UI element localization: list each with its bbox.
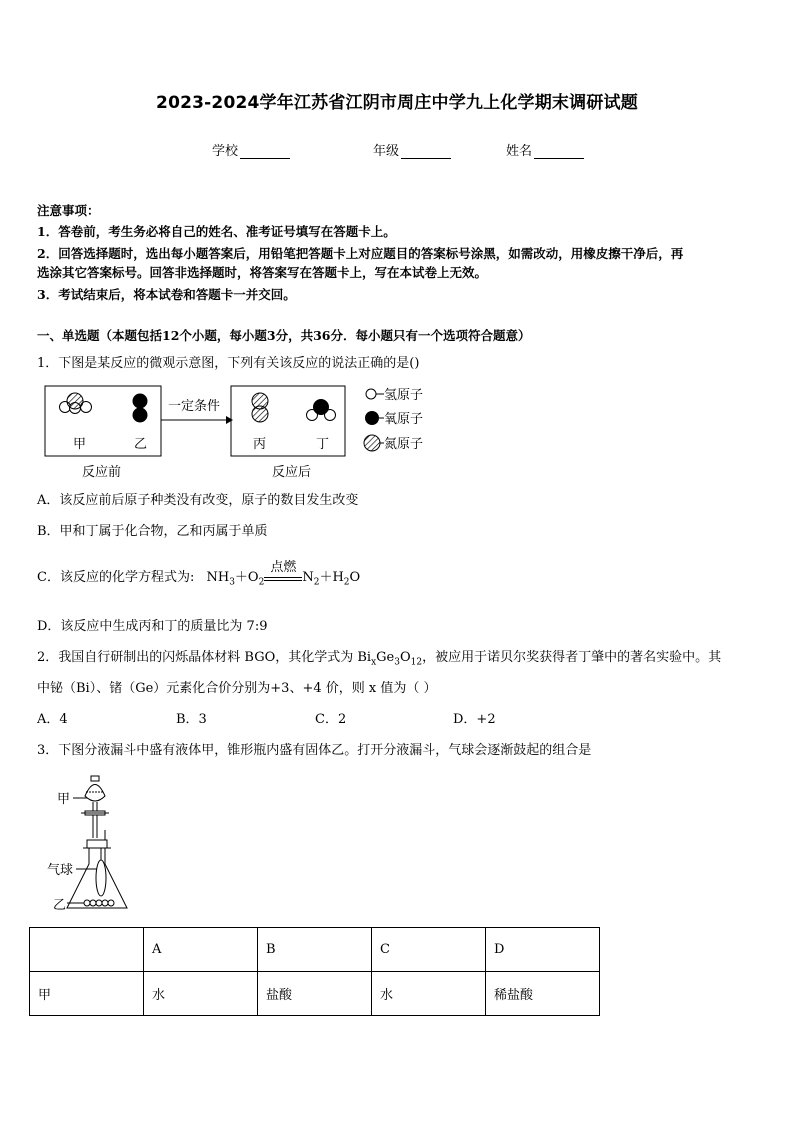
molecule-yi (133, 394, 148, 423)
q1-option-a[interactable]: A．该反应前后原子种类没有改变，原子的数目发生改变 (37, 493, 359, 508)
school-blank[interactable] (240, 146, 290, 159)
q1-option-c[interactable]: C．该反应的化学方程式为: $NH_3+O_2$ 点燃 $N_2+H_2O$ (37, 560, 361, 588)
q3-answer-table (29, 927, 600, 1016)
table-cell: 甲 (30, 972, 144, 1016)
label-balloon: 气球 (47, 863, 74, 878)
molecule-jia (60, 393, 92, 414)
q1-stem: 1．下图是某反应的微观示意图，下列有关该反应的说法正确的是() (37, 356, 420, 371)
molecule-ding (307, 399, 336, 421)
table-cell: 水 (372, 972, 486, 1016)
condition-label: 一定条件 (168, 399, 221, 414)
grade-blank[interactable] (401, 146, 451, 159)
q2-option-d[interactable]: D．+2 (453, 712, 496, 727)
q1-option-b[interactable]: B．甲和丁属于化合物，乙和丙属于单质 (37, 524, 268, 539)
q2-option-c[interactable]: C．2 (315, 712, 347, 727)
grade-field: 年级 (373, 140, 451, 159)
bgo-formula: $Bi_xGe_3O_{12}$ (357, 650, 423, 668)
legend-hydrogen (366, 388, 423, 403)
table-cell: 水 (144, 972, 258, 1016)
q2-line1: 2．我国自行研制出的闪烁晶体材料 BGO，其化学式为 $Bi_xGe_3O_{12}$，被应用于诺贝尔奖获得者丁肇中的著名实验中。其 (37, 650, 722, 668)
notice-item: 选涂其它答案标号。回答非选择题时，将答案写在答题卡上，写在本试卷上无效。 (37, 265, 488, 280)
chemical-equation: $NH_3+O_2$ 点燃 $N_2+H_2O$ (206, 560, 361, 588)
section-heading: 一、单选题（本题包括12个小题，每小题3分，共36分．每小题只有一个选项符合题意） (37, 328, 531, 343)
notice-item: 2．回答选择题时，选出每小题答案后，用铅笔把答题卡上对应题目的答案标号涂黑，如需改动，用橡皮擦干净后，再 (37, 246, 684, 261)
table-cell: 盐酸 (258, 972, 372, 1016)
page-title: 2023-2024学年江苏省江阴市周庄中学九上化学期末调研试题 (156, 93, 638, 113)
notice-item: 1．答卷前，考生务必将自己的姓名、准考证号填写在答题卡上。 (37, 224, 396, 239)
label-yi: 乙 (134, 437, 148, 452)
table-row (30, 972, 600, 1016)
label-jia: 甲 (73, 437, 87, 452)
label-bing: 丙 (253, 437, 267, 452)
before-caption: 反应前 (82, 465, 122, 480)
table-cell: 稀盐酸 (486, 972, 600, 1016)
q3-stem: 3．下图分液漏斗中盛有液体甲，锥形瓶内盛有固体乙。打开分液漏斗，气球会逐渐鼓起的组合是 (37, 743, 592, 758)
after-caption: 反应后 (272, 465, 312, 480)
table-cell: D (486, 928, 600, 972)
apparatus-diagram (45, 768, 145, 918)
label-solid: 乙 (53, 898, 67, 913)
name-field: 姓名 (506, 140, 584, 159)
table-cell: B (258, 928, 372, 972)
legend-nitrogen (364, 435, 423, 452)
school-field: 学校 (212, 140, 290, 159)
legend-oxygen (365, 411, 423, 427)
notice-heading: 注意事项： (37, 203, 100, 218)
table-cell: C (372, 928, 486, 972)
table-row (30, 928, 600, 972)
q2-option-a[interactable]: A．4 (37, 712, 68, 727)
molecule-bing (252, 393, 268, 422)
label-funnel-liquid: 甲 (57, 792, 71, 807)
table-cell: A (144, 928, 258, 972)
q2-option-b[interactable]: B．3 (176, 712, 207, 727)
svg-text:氮原子: 氮原子 (384, 437, 424, 452)
table-cell (30, 928, 144, 972)
q1-option-d[interactable]: D．该反应中生成丙和丁的质量比为 7:9 (37, 619, 268, 634)
svg-text:氢原子: 氢原子 (384, 388, 424, 403)
q2-line2: 中铋（Bi）、锗（Ge）元素化合价分别为+3、+4 价，则 x 值为（ ） (37, 681, 437, 696)
notice-item: 3．考试结束后，将本试卷和答题卡一并交回。 (37, 287, 296, 302)
reaction-diagram (40, 380, 460, 480)
label-ding: 丁 (316, 437, 330, 452)
svg-text:氧原子: 氧原子 (384, 412, 424, 427)
name-blank[interactable] (534, 146, 584, 159)
